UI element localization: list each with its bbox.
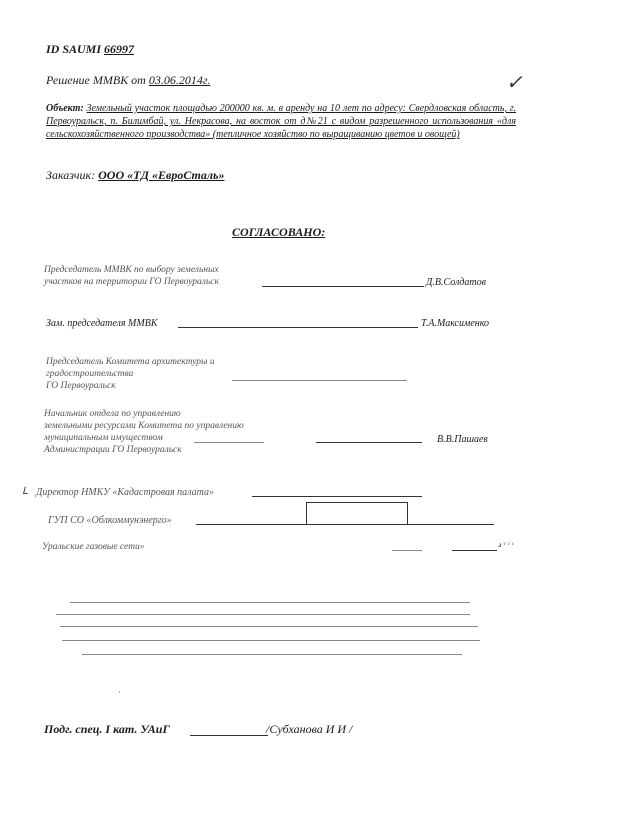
blank-line-2 (56, 614, 470, 615)
signature-line-1 (262, 286, 424, 287)
blank-line-4 (62, 640, 480, 641)
signatory-6-title: ГУП СО «Облкоммунэнерго» (48, 515, 172, 526)
signature-line-5 (252, 496, 422, 497)
signatory-4-title: Начальник отдела по управлению земельными ресурсами Комитета по управлению муниципальным имуществом Администрации ГО Первоуральск (44, 409, 244, 455)
signatory-2-title: Зам. председателя ММВК (46, 318, 158, 329)
signature-line-7a (392, 550, 422, 551)
margin-mark: ᒪ (22, 486, 28, 497)
blank-line-3 (60, 626, 478, 627)
handwritten-check-mark: ✓ (506, 72, 523, 94)
signatory-3-title: Председатель Комитета архитектуры и градостроительства ГО Первоуральск (46, 357, 215, 391)
customer-value: ООО «ТД «ЕвроСталь» (98, 168, 225, 182)
signature-line-2 (178, 327, 418, 328)
signature-line-4b (316, 442, 422, 443)
blank-line-1 (70, 602, 470, 603)
signatory-1-title: Председатель ММВК по выбору земельных участков на территории ГО Первоуральск (44, 265, 219, 287)
stray-mark: ˈ (118, 690, 121, 700)
id-value: 66997 (104, 42, 135, 56)
prepared-label: Подг. спец. I кат. УАиГ (44, 722, 170, 736)
handwritten-initials: ⅎ ᵛ ᶜ ᶜ (498, 540, 514, 549)
signature-line-3 (232, 380, 407, 381)
object-text: Земельный участок площадью 200000 кв. м. в аренду на 10 лет по адресу: Свердловская область, г. Первоуральск, п. Билимбай, ул. Некрасова, на восток от д№21 с видом разрешенного использования «для сельскохозяйственного производства» (тепличное хозяйство по выращиванию цветов и овощей) (46, 103, 517, 140)
signatory-1-name: Д.В.Солдатов (426, 277, 486, 288)
signatory-2-name: Т.А.Максименко (421, 318, 490, 329)
id-line (46, 42, 134, 57)
signatory-5-title: Директор НМКУ «Кадастровая палата» (36, 487, 214, 498)
prepared-name: /Субханова И И / (266, 722, 353, 736)
signature-line-6 (196, 524, 494, 525)
object-paragraph (46, 102, 516, 141)
signature-line-4a (194, 442, 264, 443)
signatory-4-name: В.В.Пашаев (437, 434, 488, 445)
approval-title: СОГЛАСОВАНО: (232, 225, 326, 239)
decision-label: Решение ММВК от (46, 73, 146, 87)
prepared-signature-line (190, 735, 268, 736)
signature-line-7b (452, 550, 497, 551)
decision-date: 03.06.2014г. (148, 73, 211, 87)
customer-label: Заказчик: (46, 168, 96, 182)
stamp-box (306, 502, 408, 525)
blank-line-5 (82, 654, 462, 655)
signatory-7-title: Уральские газовые сети» (42, 542, 145, 552)
customer-line (46, 168, 224, 183)
decision-line (46, 73, 210, 88)
id-label: ID SAUMI (46, 42, 102, 56)
object-label: Объект: (46, 103, 84, 114)
